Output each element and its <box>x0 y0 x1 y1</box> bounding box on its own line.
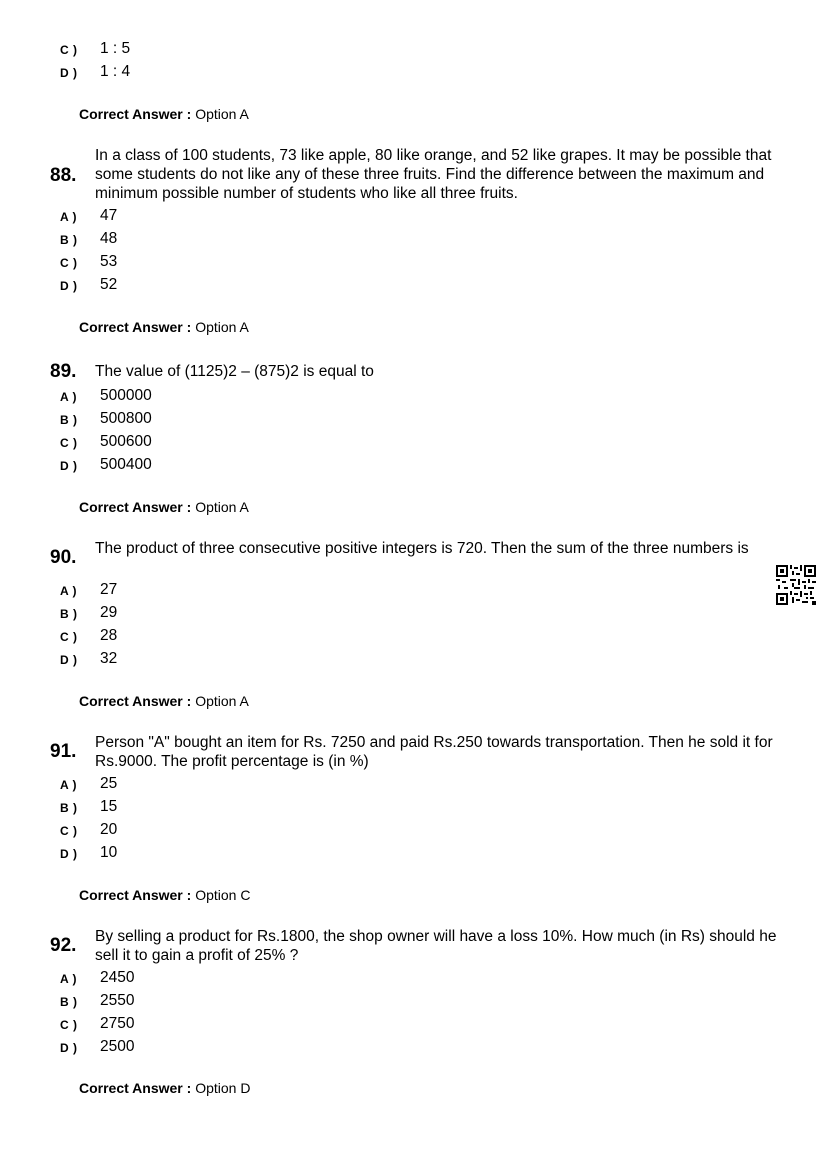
option-text: 500400 <box>100 456 152 473</box>
option-text: 500600 <box>100 433 152 450</box>
question-number: 89. <box>50 361 77 382</box>
option-letter: A ) <box>60 390 78 404</box>
question-text: By selling a product for Rs.1800, the shop owner will have a loss 10%. How much (in Rs) should he sell it to gain a profit of 25% ? <box>95 928 777 964</box>
correct-answer-value: Option A <box>195 106 249 122</box>
question-text: In a class of 100 students, 73 like apple, 80 like orange, and 52 like grapes. It may be possible that some students do not like any of these three fruits. Find the difference between the maximum and minimum possible number of students who like all three fruits. <box>95 147 772 202</box>
correct-answer <box>79 499 249 515</box>
question-number: 92. <box>50 935 77 956</box>
question-number: 90. <box>50 547 77 568</box>
question-text: The product of three consecutive positive integers is 720. Then the sum of the three numbers is <box>95 540 749 557</box>
correct-answer-label: Correct Answer : <box>79 887 192 903</box>
option-letter: A ) <box>60 584 78 598</box>
option-letter: B ) <box>60 233 78 247</box>
question-text: The value of (1125)2 – (875)2 is equal to <box>95 363 374 380</box>
option-text: 27 <box>100 581 118 598</box>
option-letter: D ) <box>60 653 78 667</box>
option-letter: D ) <box>60 279 78 293</box>
option-text: 52 <box>100 276 118 293</box>
option-letter: B ) <box>60 413 78 427</box>
option-text: 2750 <box>100 1015 135 1032</box>
option-letter: D ) <box>60 66 78 80</box>
option-letter: A ) <box>60 972 78 986</box>
option-text: 25 <box>100 775 118 792</box>
correct-answer-label: Correct Answer : <box>79 1080 192 1096</box>
option-text: 1 : 5 <box>100 40 131 57</box>
correct-answer <box>79 1080 250 1096</box>
option-text: 29 <box>100 604 118 621</box>
option-text: 47 <box>100 207 118 224</box>
correct-answer-label: Correct Answer : <box>79 499 192 515</box>
option-letter: D ) <box>60 1041 78 1055</box>
correct-answer-label: Correct Answer : <box>79 319 192 335</box>
option-text: 10 <box>100 844 118 861</box>
option-text: 48 <box>100 230 118 247</box>
option-letter: C ) <box>60 256 78 270</box>
option-text: 20 <box>100 821 118 838</box>
correct-answer <box>79 106 249 122</box>
correct-answer-label: Correct Answer : <box>79 693 192 709</box>
option-letter: B ) <box>60 607 78 621</box>
option-letter: A ) <box>60 778 78 792</box>
correct-answer-value: Option C <box>195 887 251 903</box>
option-letter: A ) <box>60 210 78 224</box>
option-text: 500800 <box>100 410 152 427</box>
option-letter: B ) <box>60 801 78 815</box>
correct-answer <box>79 319 249 335</box>
correct-answer-label: Correct Answer : <box>79 106 192 122</box>
correct-answer-value: Option A <box>195 693 249 709</box>
option-letter: C ) <box>60 436 78 450</box>
option-text: 53 <box>100 253 118 270</box>
correct-answer <box>79 693 249 709</box>
question-number: 91. <box>50 741 77 762</box>
option-text: 32 <box>100 650 118 667</box>
option-letter: C ) <box>60 630 78 644</box>
question-text: Person "A" bought an item for Rs. 7250 and paid Rs.250 towards transportation. Then he sold it for Rs.9000. The profit percentage is (in %) <box>95 734 773 770</box>
option-letter: B ) <box>60 995 78 1009</box>
option-text: 2500 <box>100 1038 135 1055</box>
option-letter: D ) <box>60 847 78 861</box>
option-text: 28 <box>100 627 118 644</box>
qr-code-icon <box>776 565 816 605</box>
option-text: 2450 <box>100 969 135 986</box>
correct-answer-value: Option A <box>195 499 249 515</box>
correct-answer-value: Option D <box>195 1080 251 1096</box>
option-letter: D ) <box>60 459 78 473</box>
option-letter: C ) <box>60 43 78 57</box>
option-letter: C ) <box>60 1018 78 1032</box>
option-letter: C ) <box>60 824 78 838</box>
option-text: 500000 <box>100 387 152 404</box>
option-text: 1 : 4 <box>100 63 131 80</box>
option-text: 15 <box>100 798 118 815</box>
correct-answer <box>79 887 250 903</box>
question-number: 88. <box>50 165 77 186</box>
option-text: 2550 <box>100 992 135 1009</box>
correct-answer-value: Option A <box>195 319 249 335</box>
